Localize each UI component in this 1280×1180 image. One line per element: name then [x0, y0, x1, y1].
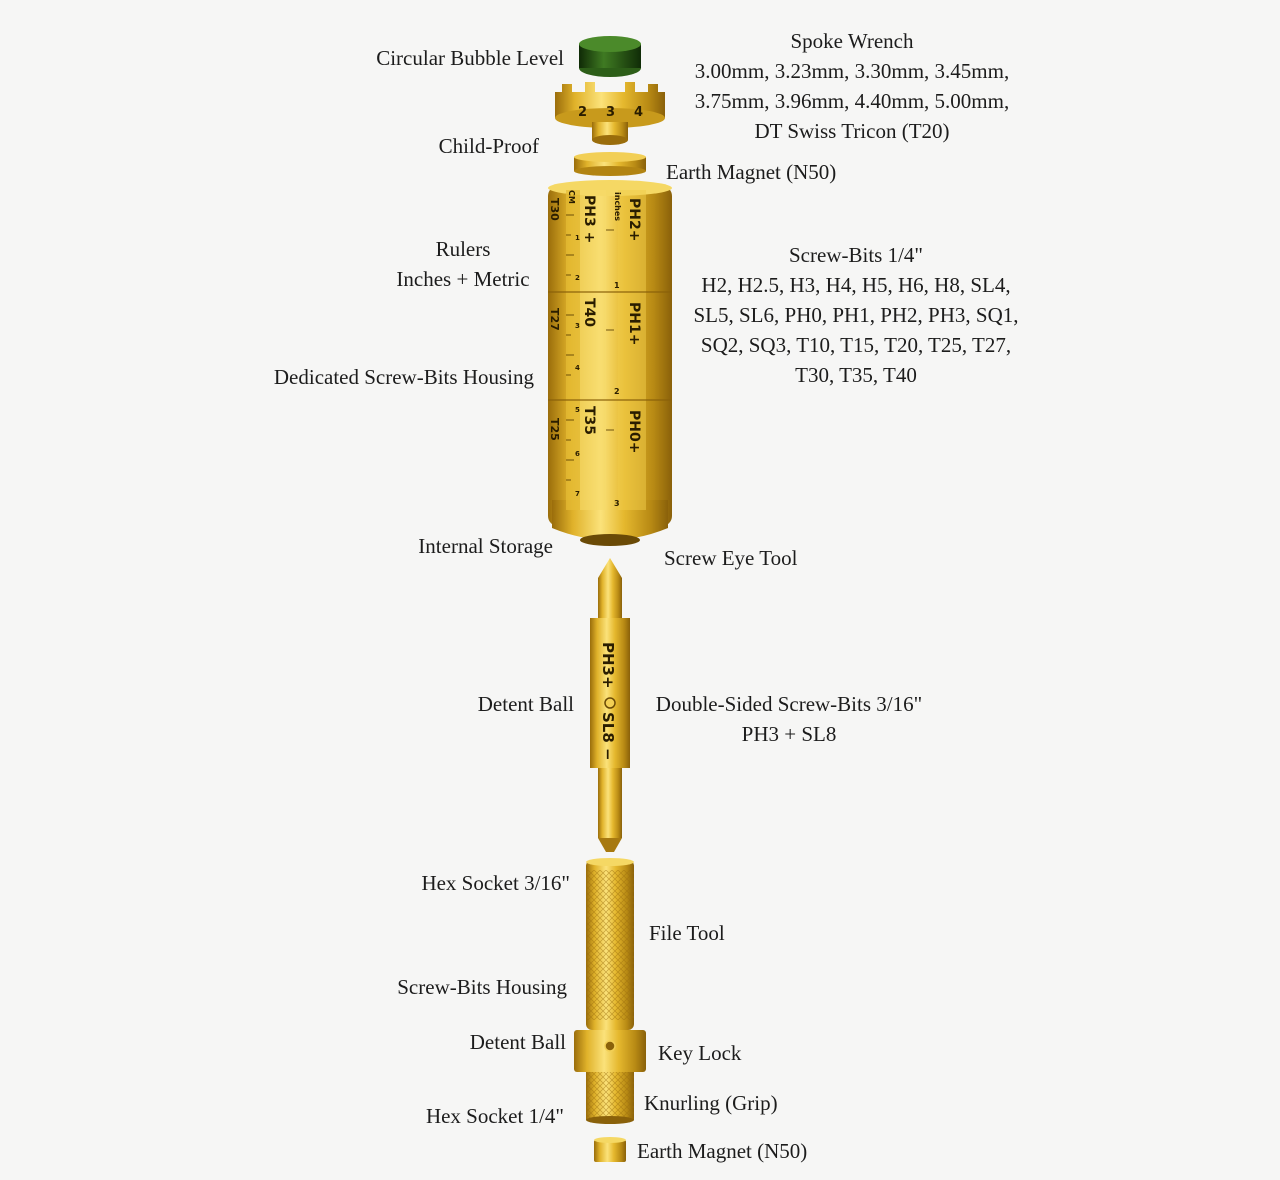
- key-lock-label: Key Lock: [658, 1041, 742, 1065]
- screw-bits-line: SL5, SL6, PH0, PH1, PH2, PH3, SQ1,: [693, 303, 1019, 327]
- bit-label: PH1+: [626, 302, 642, 346]
- bit-engraving: PH3+: [599, 642, 617, 689]
- double-sided-bits-label: [638, 689, 940, 749]
- spoke-wrench-size-line: 3.75mm, 3.96mm, 4.40mm, 5.00mm,: [694, 89, 1010, 113]
- ruler-mark: 1: [575, 234, 580, 242]
- screw-bits-housing-label: Screw-Bits Housing: [397, 975, 567, 999]
- hex-socket-316-label: Hex Socket 3/16": [421, 871, 570, 895]
- ruler-mark: 1: [614, 281, 620, 290]
- cap-number: 2: [578, 105, 588, 120]
- cap-number: 4: [634, 105, 644, 120]
- detent-ball-top-label: Detent Ball: [477, 692, 574, 716]
- bit-label: T40: [581, 298, 597, 328]
- double-sided-subtitle: PH3 + SL8: [741, 722, 837, 746]
- rulers-label: [386, 234, 540, 294]
- bubble-level-label: Circular Bubble Level: [376, 46, 564, 70]
- earth-magnet-bottom-label: Earth Magnet (N50): [637, 1139, 808, 1163]
- earth-magnet-top-label: Earth Magnet (N50): [666, 160, 837, 184]
- bit-label: T30: [548, 198, 561, 221]
- spoke-wrench-size-line: 3.00mm, 3.23mm, 3.30mm, 3.45mm,: [694, 59, 1010, 83]
- bit-label: PH2+: [626, 198, 642, 242]
- spoke-wrench-title: Spoke Wrench: [790, 29, 914, 53]
- earth-magnet-top-part: [574, 152, 646, 176]
- screw-bits-line: SQ2, SQ3, T10, T15, T20, T25, T27,: [700, 333, 1012, 357]
- ruler-mark: 4: [575, 364, 580, 372]
- ruler-mark: 3: [575, 322, 580, 330]
- bubble-level-part: [579, 36, 641, 77]
- ruler-mark: 3: [614, 499, 620, 508]
- dedicated-housing-label: Dedicated Screw-Bits Housing: [273, 365, 534, 389]
- spoke-wrench-size-line: DT Swiss Tricon (T20): [754, 119, 950, 143]
- double-sided-bit: [590, 558, 630, 852]
- bit-engraving: SL8 −: [599, 712, 617, 761]
- bit-label: T27: [548, 308, 561, 331]
- detent-ball-bottom-label: Detent Ball: [469, 1030, 566, 1054]
- screw-bits-line: H2, H2.5, H3, H4, H5, H6, H8, SL4,: [701, 273, 1011, 297]
- spoke-wrench-cap: [555, 82, 665, 145]
- child-proof-label: Child-Proof: [438, 134, 539, 158]
- earth-magnet-bottom-part: [594, 1137, 626, 1162]
- double-sided-title: Double-Sided Screw-Bits 3/16": [655, 692, 923, 716]
- cap-number: 3: [606, 105, 616, 120]
- screw-bits-title: Screw-Bits 1/4": [789, 243, 923, 267]
- bit-label: T35: [581, 406, 597, 436]
- ruler-mark: 5: [575, 406, 580, 414]
- ruler-unit: CM: [567, 190, 576, 204]
- file-tool-label: File Tool: [649, 921, 725, 945]
- ruler-mark: 2: [575, 274, 580, 282]
- internal-storage-label: Internal Storage: [418, 534, 553, 558]
- screw-bits-label: [684, 240, 1028, 390]
- rulers-subtitle: Inches + Metric: [396, 267, 530, 291]
- screw-bits-line: T30, T35, T40: [795, 363, 917, 387]
- ruler-mark: 6: [575, 450, 580, 458]
- knurling-label: Knurling (Grip): [644, 1091, 778, 1115]
- screw-eye-tool-label: Screw Eye Tool: [664, 546, 798, 570]
- rulers-title: Rulers: [435, 237, 491, 261]
- hex-socket-14-label: Hex Socket 1/4": [425, 1104, 564, 1128]
- ruler-unit: inches: [613, 192, 622, 222]
- handle-part: [574, 858, 646, 1124]
- dedicated-bits-housing: [548, 180, 672, 546]
- bit-label: T25: [548, 418, 561, 441]
- ruler-mark: 7: [575, 490, 580, 498]
- ruler-mark: 2: [614, 387, 620, 396]
- spoke-wrench-label: [676, 26, 1028, 146]
- bit-label: PH3 +: [581, 195, 597, 244]
- bit-label: PH0+: [626, 410, 642, 454]
